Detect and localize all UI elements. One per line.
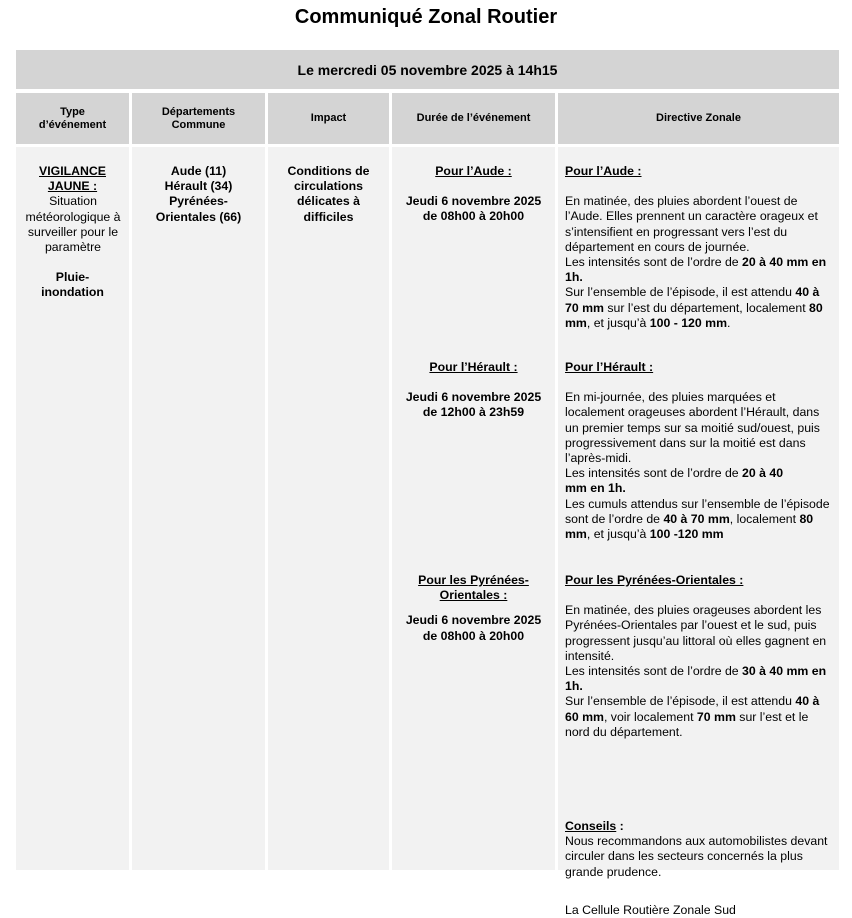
directive-aude-p3: Sur l’ensemble de l’épisode, il est attendu 40 à 70 mm sur l’est du département, localement 80 mm, et jusqu’à 100 - 120 mm. <box>565 285 823 330</box>
directive-po <box>565 573 832 740</box>
duree-herault-time: de 12h00 à 23h59 <box>422 405 525 420</box>
header-departements <box>132 93 265 144</box>
vigilance-label: VIGILANCE JAUNE : <box>39 164 106 194</box>
directive-po-p3: Sur l’ensemble de l’épisode, il est attendu 40 à 60 mm, voir localement 70 mm sur l’est et le nord du département. <box>565 694 820 739</box>
directive-po-p1: En matinée, des pluies orageuses abordent les Pyrénées-Orientales par l’ouest et le sud, puis progressent jusqu’au littoral où elles gagnent en intensité. <box>565 603 827 663</box>
directive-herault <box>565 360 832 542</box>
header-impact-label: Impact <box>310 112 347 124</box>
directive-herault-p3: Les cumuls attendus sur l’ensemble de l’épisode sont de l’ordre de 40 à 70 mm, localement 80 mm, et jusqu’à 100 -120 mm <box>565 496 830 542</box>
impact-cell <box>268 147 389 870</box>
duree-po-heading: Pour les Pyrénées-Orientales : <box>418 573 529 603</box>
directive-aude <box>565 164 832 331</box>
type-cell <box>16 147 129 870</box>
directive-po-heading: Pour les Pyrénées-Orientales : <box>565 573 744 587</box>
date-banner: Le mercredi 05 novembre 2025 à 14h15 <box>16 50 839 89</box>
duree-aude-heading: Pour l’Aude : <box>435 164 512 178</box>
conseils-text: Nous recommandons aux automobilistes devant circuler dans les secteurs concernés la plus grande prudence. <box>565 834 828 879</box>
directive-conseils <box>565 819 832 880</box>
duree-cell <box>392 147 555 870</box>
signature: La Cellule Routière Zonale Sud <box>565 903 736 917</box>
header-departements-label: Départements Commune <box>161 105 236 131</box>
header-impact <box>268 93 389 144</box>
duree-herault-heading: Pour l’Hérault : <box>429 360 518 374</box>
parametre-text: Pluie-inondation <box>41 270 104 300</box>
departement-item: Pyrénées-Orientales (66) <box>155 194 242 224</box>
page-title: Communiqué Zonal Routier <box>294 6 558 28</box>
directive-cell <box>558 147 839 917</box>
departement-item: Hérault (34) <box>164 179 233 194</box>
duree-po-date: Jeudi 6 novembre 2025 <box>405 613 542 628</box>
directive-aude-heading: Pour l’Aude : <box>565 164 642 178</box>
duree-aude-date: Jeudi 6 novembre 2025 <box>405 194 542 209</box>
header-duree <box>392 93 555 144</box>
directive-aude-p1: En matinée, des pluies abordent l’ouest de l’Aude. Elles prennent un caractère orageux et s’intensifient en progressant vers l’est du département en cours de journée. <box>565 194 818 254</box>
directive-herault-p2: Les intensités sont de l’ordre de 20 à 40 mm en 1h. <box>565 466 784 496</box>
directive-aude-p2: Les intensités sont de l’ordre de 20 à 40 mm en 1h. <box>565 255 827 285</box>
impact-text: Conditions de circulations délicates à difficiles <box>287 164 370 224</box>
communique-table <box>16 50 839 917</box>
duree-po-time: de 08h00 à 20h00 <box>422 628 525 643</box>
departement-item: Aude (11) <box>170 164 227 178</box>
departements-cell <box>132 147 265 870</box>
directive-herault-p1: En mi-journée, des pluies marquées et localement orageuses abordent l’Hérault, dans un premier temps sur sa moitié sud/ouest, puis progressivement dans sur la moitié est dans l’après-midi. <box>565 390 820 466</box>
duree-herault-date: Jeudi 6 novembre 2025 <box>405 390 542 405</box>
directive-herault-heading: Pour l’Hérault : <box>565 360 654 374</box>
header-directive-label: Directive Zonale <box>656 112 741 124</box>
directive-po-p2: Les intensités sont de l’ordre de 30 à 40 mm en 1h. <box>565 664 827 694</box>
header-directive <box>558 93 839 144</box>
conseils-heading: Conseils : <box>565 819 624 833</box>
header-type <box>16 93 129 144</box>
header-duree-label: Durée de l’événement <box>416 112 531 124</box>
header-type-label: Type d’événement <box>38 105 107 131</box>
situation-text: Situation météorologique à surveiller pour le paramètre <box>25 194 121 255</box>
duree-aude-time: de 08h00 à 20h00 <box>422 209 525 224</box>
